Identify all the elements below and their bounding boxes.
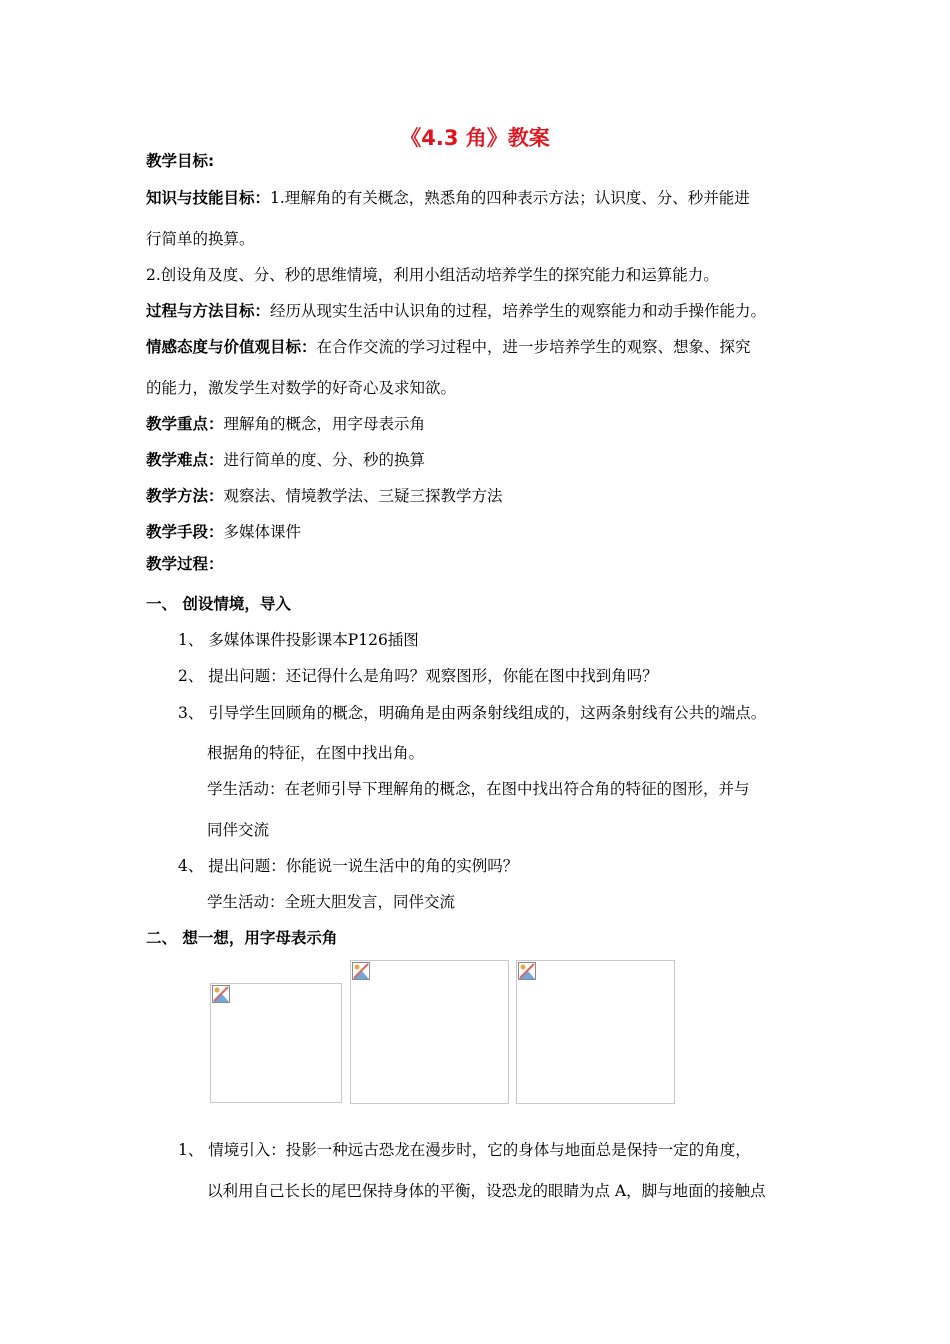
broken-image-icon — [352, 962, 370, 980]
emotion-text-1: 在合作交流的学习过程中，进一步培养学生的观察、想象、探究 — [316, 338, 751, 356]
section1-item3: 3、 引导学生回顾角的概念，明确角是由两条射线组成的，这两条射线有公共的端点。 — [178, 704, 767, 722]
key-label: 教学重点： — [146, 415, 224, 433]
key-text: 理解角的概念，用字母表示角 — [223, 415, 426, 433]
section1-activity1-line1: 学生活动：在老师引导下理解角的概念，在图中找出符合角的特征的图形，并与 — [207, 780, 750, 798]
broken-image-icon — [518, 962, 536, 980]
knowledge-label: 知识与技能目标： — [146, 189, 271, 207]
teaching-method — [146, 486, 503, 506]
knowledge-objective — [146, 188, 750, 208]
section1-item1: 1、 多媒体课件投影课本P126插图 — [178, 631, 419, 649]
section2-item1: 1、 情境引入：投影一种远古恐龙在漫步时，它的身体与地面总是保持一定的角度， — [178, 1141, 751, 1159]
section1-item4: 4、 提出问题：你能说一说生活中的角的实例吗？ — [178, 857, 519, 875]
teaching-key — [146, 414, 425, 434]
difficulty-text: 进行简单的度、分、秒的换算 — [223, 451, 426, 469]
section2-item1-cont: 以利用自己长长的尾巴保持身体的平衡，设恐龙的眼睛为点 A，脚与地面的接触点 — [207, 1182, 766, 1200]
page-title: 《4.3 角》教案 — [400, 126, 550, 150]
section2-heading: 二、 想一想，用字母表示角 — [146, 929, 338, 947]
figure-placeholder-1 — [210, 983, 342, 1103]
figure-placeholder-2 — [350, 960, 509, 1104]
process-objective — [146, 301, 766, 321]
knowledge-text-1: 1.理解角的有关概念，熟悉角的四种表示方法；认识度、分、秒并能进 — [270, 189, 750, 207]
figure-placeholder-3 — [516, 960, 675, 1104]
difficulty-label: 教学难点： — [146, 451, 224, 469]
teaching-difficulty — [146, 450, 425, 470]
broken-image-icon — [212, 985, 230, 1003]
emotion-objective — [146, 337, 751, 357]
teaching-means — [146, 522, 301, 542]
method-label: 教学方法： — [146, 487, 224, 505]
objectives-heading: 教学目标: — [146, 152, 215, 170]
section1-heading: 一、 创设情境，导入 — [146, 595, 291, 613]
means-label: 教学手段： — [146, 523, 224, 541]
section1-item2: 2、 提出问题：还记得什么是角吗？观察图形，你能在图中找到角吗？ — [178, 667, 658, 685]
section1-activity1-line2: 同伴交流 — [207, 821, 270, 839]
process-text: 经历从现实生活中认识角的过程，培养学生的观察能力和动手操作能力。 — [270, 302, 767, 320]
knowledge-text-2: 行简单的换算。 — [146, 230, 255, 248]
emotion-label: 情感态度与价值观目标： — [146, 338, 317, 356]
means-text: 多媒体课件 — [223, 523, 302, 541]
section1-activity2: 学生活动：全班大胆发言，同伴交流 — [207, 893, 456, 911]
method-text: 观察法、情境教学法、三疑三探教学方法 — [223, 487, 503, 505]
knowledge-text-3: 2.创设角及度、分、秒的思维情境，利用小组活动培养学生的探究能力和运算能力。 — [146, 266, 719, 284]
procedure-heading: 教学过程： — [146, 555, 224, 573]
emotion-text-2: 的能力，激发学生对数学的好奇心及求知欲。 — [146, 379, 457, 397]
process-label: 过程与方法目标： — [146, 302, 271, 320]
section1-item3-cont: 根据角的特征，在图中找出角。 — [207, 744, 425, 762]
